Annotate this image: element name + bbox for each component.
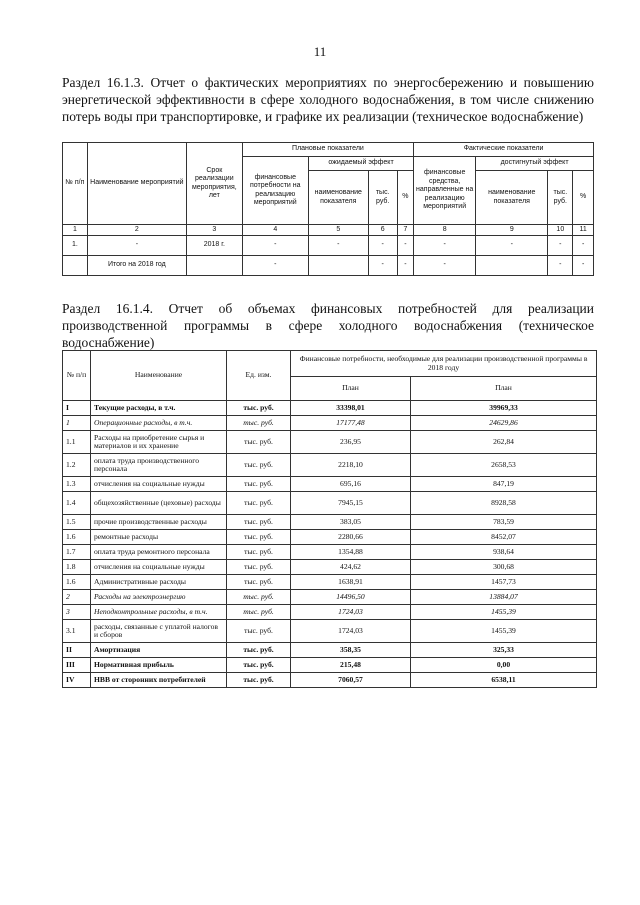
- row-value-1: 215,48: [291, 658, 411, 673]
- table-cell: -: [414, 256, 476, 276]
- col-number: 6: [368, 225, 397, 236]
- row-value-1: 2218,10: [291, 454, 411, 477]
- row-value-1: 1638,91: [291, 575, 411, 590]
- table-row: [63, 658, 597, 673]
- row-value-2: 2658,53: [411, 454, 597, 477]
- row-value-2: 39969,33: [411, 401, 597, 416]
- row-unit: тыс. руб.: [227, 416, 291, 431]
- header-name: Наименование: [91, 351, 227, 401]
- table-cell: [308, 256, 368, 276]
- section-heading-16-1-3: Раздел 16.1.3. Отчет о фактических мероприятиях по энергосбережению и повышению энергетической эффективности в сфере холодного водоснабжения, в том числе снижению потерь воды при транспортировке, и графике их реализации (техническое водоснабжение): [62, 75, 594, 124]
- energy-measures-table: [62, 142, 594, 276]
- row-unit: тыс. руб.: [227, 620, 291, 643]
- header-expected-effect: ожидаемый эффект: [308, 157, 413, 171]
- row-name: оплата труда производственного персонала: [91, 454, 227, 477]
- col-number: 8: [414, 225, 476, 236]
- table-cell: 1.: [63, 236, 88, 256]
- row-name: Текущие расходы, в т.ч.: [91, 401, 227, 416]
- row-value-1: 7945,15: [291, 492, 411, 515]
- header-unit: Ед. изм.: [227, 351, 291, 401]
- row-name: общехозяйственные (цеховые) расходы: [91, 492, 227, 515]
- row-value-2: 13884,07: [411, 590, 597, 605]
- row-num: 1.6: [63, 575, 91, 590]
- row-num: 1.6: [63, 530, 91, 545]
- row-num: 1: [63, 416, 91, 431]
- table-row: [63, 530, 597, 545]
- table-cell: -: [548, 236, 573, 256]
- table-cell: [63, 256, 88, 276]
- table-cell: -: [368, 256, 397, 276]
- header-needs: Финансовые потребности, необходимые для реализации производственной программы в 2018 году: [291, 351, 597, 377]
- financial-needs-table: [62, 350, 597, 688]
- row-value-1: 1724,03: [291, 620, 411, 643]
- header-percent: %: [573, 171, 594, 225]
- row-unit: тыс. руб.: [227, 673, 291, 688]
- table-cell: -: [242, 236, 308, 256]
- table-cell: -: [476, 236, 548, 256]
- row-value-2: 8452,07: [411, 530, 597, 545]
- table-cell: -: [368, 236, 397, 256]
- row-name: Операционные расходы, в т.ч.: [91, 416, 227, 431]
- table-cell: [186, 256, 242, 276]
- table-row: [63, 416, 597, 431]
- row-value-2: 262,84: [411, 431, 597, 454]
- row-value-2: 300,68: [411, 560, 597, 575]
- col-number: 5: [308, 225, 368, 236]
- row-unit: тыс. руб.: [227, 658, 291, 673]
- row-name: прочие производственные расходы: [91, 515, 227, 530]
- row-unit: тыс. руб.: [227, 492, 291, 515]
- row-name: отчисления на социальные нужды: [91, 477, 227, 492]
- page-number: 11: [313, 44, 327, 59]
- row-name: расходы, связанные с уплатой налогов и сборов: [91, 620, 227, 643]
- col-number: 7: [397, 225, 414, 236]
- row-value-1: 358,35: [291, 643, 411, 658]
- row-value-1: 17177,48: [291, 416, 411, 431]
- header-indicator-name: наименование показателя: [476, 171, 548, 225]
- row-unit: тыс. руб.: [227, 643, 291, 658]
- table-row: [63, 515, 597, 530]
- row-value-1: 695,16: [291, 477, 411, 492]
- row-unit: тыс. руб.: [227, 431, 291, 454]
- row-name: Неподконтрольные расходы, в т.ч.: [91, 605, 227, 620]
- table-row: [63, 560, 597, 575]
- row-num: 1.5: [63, 515, 91, 530]
- row-name: Расходы на электроэнергию: [91, 590, 227, 605]
- table-cell: -: [573, 256, 594, 276]
- header-percent: %: [397, 171, 414, 225]
- row-num: III: [63, 658, 91, 673]
- table-cell: Итого на 2018 год: [87, 256, 186, 276]
- row-num: II: [63, 643, 91, 658]
- row-unit: тыс. руб.: [227, 575, 291, 590]
- table-row: [63, 605, 597, 620]
- header-plan: План: [411, 377, 597, 401]
- col-number: 2: [87, 225, 186, 236]
- row-unit: тыс. руб.: [227, 454, 291, 477]
- col-number: 11: [573, 225, 594, 236]
- table-cell: -: [397, 236, 414, 256]
- header-num: № п/п: [63, 351, 91, 401]
- row-unit: тыс. руб.: [227, 530, 291, 545]
- row-value-2: 847,19: [411, 477, 597, 492]
- row-name: Административные расходы: [91, 575, 227, 590]
- header-fin-funds: финансовые средства, направленные на реализацию мероприятий: [414, 157, 476, 225]
- row-unit: тыс. руб.: [227, 477, 291, 492]
- row-num: 3: [63, 605, 91, 620]
- table-row: [63, 454, 597, 477]
- table-row: [63, 401, 597, 416]
- header-achieved-effect: достигнутый эффект: [476, 157, 594, 171]
- col-number: 4: [242, 225, 308, 236]
- header-thous-rub: тыс. руб.: [368, 171, 397, 225]
- row-name: Амортизация: [91, 643, 227, 658]
- row-unit: тыс. руб.: [227, 515, 291, 530]
- row-num: 1.2: [63, 454, 91, 477]
- table-row: [63, 545, 597, 560]
- table-row: [63, 575, 597, 590]
- row-value-2: 1457,73: [411, 575, 597, 590]
- header-term: Срок реализации мероприятия, лет: [186, 143, 242, 225]
- row-value-2: 8928,58: [411, 492, 597, 515]
- row-name: оплата труда ремонтного персонала: [91, 545, 227, 560]
- table-cell: -: [548, 256, 573, 276]
- row-value-1: 236,95: [291, 431, 411, 454]
- row-value-1: 1354,88: [291, 545, 411, 560]
- section-heading-16-1-4: Раздел 16.1.4. Отчет об объемах финансовых потребностей для реализации производственной программы в сфере холодного водоснабжения (техническое водоснабжение): [62, 301, 594, 350]
- row-unit: тыс. руб.: [227, 560, 291, 575]
- row-num: I: [63, 401, 91, 416]
- table-cell: 2018 г.: [186, 236, 242, 256]
- table-row: [63, 643, 597, 658]
- col-number: 3: [186, 225, 242, 236]
- col-number: 1: [63, 225, 88, 236]
- row-num: 1.4: [63, 492, 91, 515]
- table-cell: -: [414, 236, 476, 256]
- table-row: [63, 492, 597, 515]
- table-cell: -: [242, 256, 308, 276]
- row-unit: тыс. руб.: [227, 545, 291, 560]
- row-value-1: 424,62: [291, 560, 411, 575]
- header-fin-needs: финансовые потребности на реализацию мероприятий: [242, 157, 308, 225]
- row-value-2: 6538,11: [411, 673, 597, 688]
- row-unit: тыс. руб.: [227, 401, 291, 416]
- header-actual: Фактические показатели: [414, 143, 594, 157]
- row-unit: тыс. руб.: [227, 605, 291, 620]
- row-value-2: 938,64: [411, 545, 597, 560]
- row-value-2: 1455,39: [411, 620, 597, 643]
- table-cell: -: [87, 236, 186, 256]
- row-name: НВВ от сторонних потребителей: [91, 673, 227, 688]
- row-num: IV: [63, 673, 91, 688]
- row-name: Расходы на приобретение сырья и материалов и их хранение: [91, 431, 227, 454]
- row-value-1: 14496,50: [291, 590, 411, 605]
- header-num: № п/п: [63, 143, 88, 225]
- header-planned: Плановые показатели: [242, 143, 413, 157]
- row-unit: тыс. руб.: [227, 590, 291, 605]
- header-indicator-name: наименование показателя: [308, 171, 368, 225]
- col-number: 9: [476, 225, 548, 236]
- row-value-2: 0,00: [411, 658, 597, 673]
- header-name: Наименование мероприятий: [87, 143, 186, 225]
- row-num: 1.3: [63, 477, 91, 492]
- row-num: 1.7: [63, 545, 91, 560]
- col-number: 10: [548, 225, 573, 236]
- table-row: [63, 431, 597, 454]
- row-value-1: 7060,57: [291, 673, 411, 688]
- row-value-1: 2280,66: [291, 530, 411, 545]
- row-num: 1.8: [63, 560, 91, 575]
- table-cell: [476, 256, 548, 276]
- row-value-1: 33398,01: [291, 401, 411, 416]
- table-row: [63, 673, 597, 688]
- row-value-1: 1724,03: [291, 605, 411, 620]
- table-row: [63, 477, 597, 492]
- row-value-2: 783,59: [411, 515, 597, 530]
- table-row: [63, 590, 597, 605]
- row-value-2: 24629,86: [411, 416, 597, 431]
- row-value-2: 325,33: [411, 643, 597, 658]
- row-name: Нормативная прибыль: [91, 658, 227, 673]
- header-plan: План: [291, 377, 411, 401]
- header-thous-rub: тыс. руб.: [548, 171, 573, 225]
- row-value-1: 383,05: [291, 515, 411, 530]
- table-cell: -: [573, 236, 594, 256]
- table-cell: -: [397, 256, 414, 276]
- table-row: [63, 620, 597, 643]
- row-num: 1.1: [63, 431, 91, 454]
- table-cell: -: [308, 236, 368, 256]
- row-name: отчисления на социальные нужды: [91, 560, 227, 575]
- row-num: 2: [63, 590, 91, 605]
- row-name: ремонтные расходы: [91, 530, 227, 545]
- row-value-2: 1455,39: [411, 605, 597, 620]
- row-num: 3.1: [63, 620, 91, 643]
